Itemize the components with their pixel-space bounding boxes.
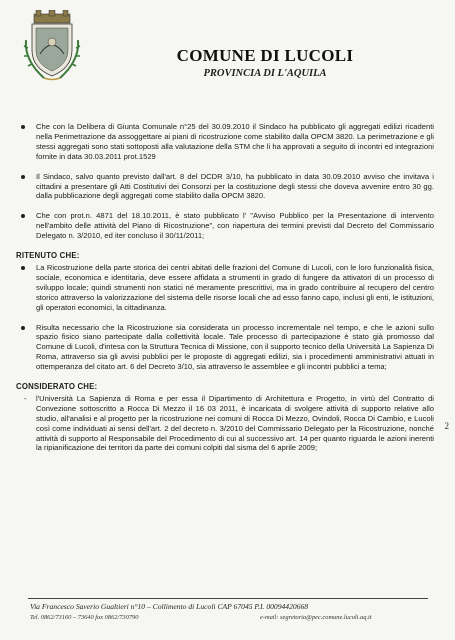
list-item bbox=[16, 394, 434, 453]
footer-address: Via Francesco Saverio Gualtieri n°10 – Collimento di Lucoli CAP 67045 P.I. 00094420668 bbox=[30, 602, 309, 611]
bullet-icon bbox=[21, 125, 25, 129]
paragraph: Risulta necessario che la Ricostruzione sia considerata un processo incrementale nel tempo, e che le azioni sullo spazio fisico siano partecipate dalla collettività locale. Tale processo di partecipazione è stato già promosso dal Comune di Lucoli, d'intesa con la Struttura Tecnica di Missione, con il supporto tecnico della Università La Sapienza Di Roma, attraverso sia gli avvisi pubblici per le proposte di aggregati edilizi, sia i procedimenti amministrativi attuati in ottemperanza del citato art. 6 del Decreto 3/10, sia attraverso le assemblee e gli incontri pubblici a tema; bbox=[36, 322, 434, 372]
bullet-icon bbox=[21, 175, 25, 179]
paragraph: l'Università La Sapienza di Roma e per essa il Dipartimento di Architettura e Progetto, in virtù del Contratto di Convezione sottoscritto a Rocca Di Mezzo il 16 03 2011, è incaricata di svolgere attività di supporto relative allo studio, all'analisi e al progetto per la ricostruzione nei comuni di Rocca Di Mezzo, Ovindoli, Rocca Di Cambio, e Lucoli così come individuati ai sensi dell'art. 2 del decreto n. 3/2010 del Commissario Delegato per la Ricostruzione, nonché attività di supporto al Responsabile del Procedimento di cui al successivo art. 14 per quanto riguarda le azioni inerenti la ripianificazione dei territori da parte dei comuni colpiti dal sisma del 6 aprile 2009; bbox=[36, 393, 434, 453]
section-heading-considerato: CONSIDERATO CHE: bbox=[16, 382, 98, 392]
list-item bbox=[16, 172, 434, 202]
paragraph: Il Sindaco, salvo quanto previsto dall'art. 8 del DCDR 3/10, ha pubblicato in data 30.09.2010 avviso che invitava i cittadini a presentare gli Atti Costitutivi dei Consorzi per la costituzione degli stessi che doveva avvenire entro 30 gg. dalla pubblicazione degli aggregati come stabilito dalla OPCM 3820. bbox=[36, 171, 434, 201]
page-number: 2 bbox=[444, 421, 449, 431]
bullet-icon bbox=[21, 214, 25, 218]
footer-divider bbox=[28, 598, 428, 599]
municipality-title: COMUNE DI LUCOLI bbox=[176, 46, 354, 65]
list-item bbox=[16, 211, 434, 241]
document-body bbox=[16, 122, 434, 463]
bullet-icon bbox=[21, 326, 25, 330]
bullet-icon bbox=[21, 266, 25, 270]
footer-email: e-mail: segretoria@pec.comune.lucoli.aq.it bbox=[260, 614, 372, 621]
footer-phone: Tel. 0862/73160 – 73640 fax 0862/730790 bbox=[30, 614, 139, 621]
list-item bbox=[16, 323, 434, 373]
paragraph: Che con prot.n. 4871 del 18.10.2011, è stato pubblicato l' "Avviso Pubblico per la Presentazione di intervento nell'ambito delle attività del Piano di Ricostruzione", con riapertura dei termini previsti dal Decreto del Commissario Delegato n. 3/2010, ed iter concluso il 30/11/2011; bbox=[36, 211, 434, 241]
paragraph: La Ricostruzione della parte storica dei centri abitati delle frazioni del Comune di Lucoli, con le loro funzionalità fisica, sociale, economica e identitaria, deve essere affidata a strumenti in grado di fungere da attivatori di un processo di sviluppo locale; quindi strumenti non statici né meramente prescrittivi, ma in grado contribuire al recupero del centro storico attraverso la valorizzazione del sistema delle risorse locali che ad esso fanno capo, inclusi gli enti, le istituzioni, gli operatori economici, la cittadinanza. bbox=[36, 262, 434, 312]
province-subtitle: PROVINCIA DI L'AQUILA bbox=[203, 68, 327, 79]
list-item bbox=[16, 263, 434, 313]
footer-contacts bbox=[30, 614, 430, 621]
paragraph: Che con la Delibera di Giunta Comunale n°25 del 30.09.2010 il Sindaco ha pubblicato gli aggregati edilizi ricadenti nella Perimetrazione da assoggettare ai piani di ricostruzione come stabilito dalla OPCM 3820. La perimetrazione e gli stessi aggregati sono stati sottoposti alla valutazione della STM che li ha approvati a seguito di incontri ed integrazioni fornite in data 30.03.2011 prot.1529 bbox=[36, 122, 434, 161]
coat-of-arms-icon bbox=[22, 10, 82, 82]
section-heading-ritenuto: RITENUTO CHE: bbox=[16, 251, 80, 261]
list-item bbox=[16, 122, 434, 162]
dash-marker: - bbox=[24, 393, 27, 403]
